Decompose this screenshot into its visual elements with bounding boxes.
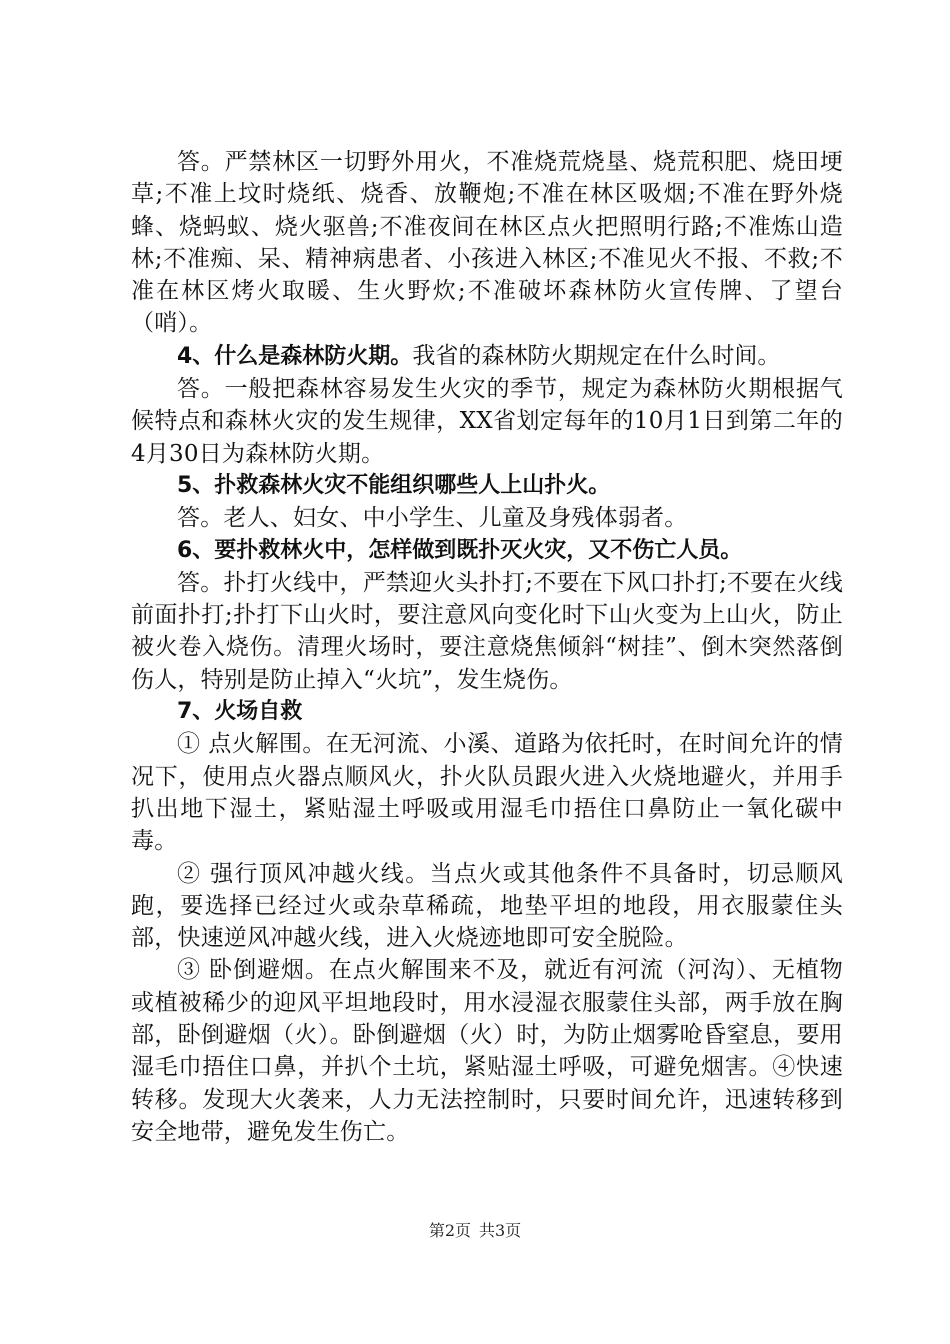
paragraph-self-rescue-3: ③ 卧倒避烟。在点火解围来不及，就近有河流（河沟）、无植物或植被稀少的迎风平坦地段时，用水浸湿衣服蒙住头部，两手放在胸部，卧倒避烟（火）。卧倒避烟（火）时，为防止烟雾呛昏窒息，要用湿毛巾捂住口鼻，并扒个土坑，紧贴湿土呼吸，可避免烟害。④快速转移。发现大火袭来，人力无法控制时，只要时间允许，迅速转移到安全地带，避免发生伤亡。	[131, 957, 843, 1145]
document-body	[131, 146, 843, 1148]
paragraph-self-rescue-2: ② 强行顶风冲越火线。当点火或其他条件不具备时，切忌顺风跑，要选择已经过火或杂草稀疏，地垫平坦的地段，用衣服蒙住头部，快速逆风冲越火线，进入火烧迹地即可安全脱险。	[131, 860, 843, 952]
heading-question-5: 5、扑救森林火灾不能组织哪些人上山扑火。	[177, 472, 611, 498]
paragraph-answer-3: 答。严禁林区一切野外用火，不准烧荒烧垦、烧荒积肥、烧田埂草;不准上坟时烧纸、烧香、放鞭炮;不准在林区吸烟;不准在野外烧蜂、烧蚂蚁、烧火驱兽;不准夜间在林区点火把照明行路;不准炼山造林;不准痴、呆、精神病患者、小孩进入林区;不准见火不报、不救;不准在林区烤火取暖、生火野炊;不准破坏森林防火宣传牌、了望台（哨）。	[131, 149, 843, 337]
heading-question-4-tail: 我省的森林防火期规定在什么时间。	[412, 342, 781, 369]
page-footer	[0, 1221, 950, 1241]
paragraph-answer-5: 答。老人、妇女、中小学生、儿童及身残体弱者。	[177, 505, 688, 532]
paragraph-answer-6: 答。扑打火线中，严禁迎火头扑打;不要在下风口扑打;不要在火线前面扑打;扑打下山火时，要注意风向变化时下山火变为上山火，防止被火卷入烧伤。清理火场时，要注意烧焦倾斜“树挂”、倒木突然落倒伤人，特别是防止掉入“火坑”，发生烧伤。	[131, 569, 843, 693]
page-number: 第2页	[428, 1221, 471, 1240]
heading-question-4-text: 4、什么是森林防火期。	[177, 343, 413, 369]
paragraph-answer-4: 答。一般把森林容易发生火灾的季节，规定为森林防火期根据气候特点和森林火灾的发生规律，XX省划定每年的10月1日到第二年的4月30日为森林防火期。	[131, 376, 843, 467]
heading-question-7: 7、火场自救	[177, 699, 303, 725]
paragraph-self-rescue-1: ① 点火解围。在无河流、小溪、道路为依托时，在时间允许的情况下，使用点火器点顺风火，扑火队员跟火进入火烧地避火，并用手扒出地下湿土，紧贴湿土呼吸或用湿毛巾捂住口鼻防止一氧化碳中毒。	[131, 731, 843, 855]
heading-question-4	[131, 340, 843, 373]
page-total: 共3页	[479, 1221, 522, 1240]
heading-question-6: 6、要扑救林火中，怎样做到既扑灭火灾，又不伤亡人员。	[177, 537, 743, 563]
